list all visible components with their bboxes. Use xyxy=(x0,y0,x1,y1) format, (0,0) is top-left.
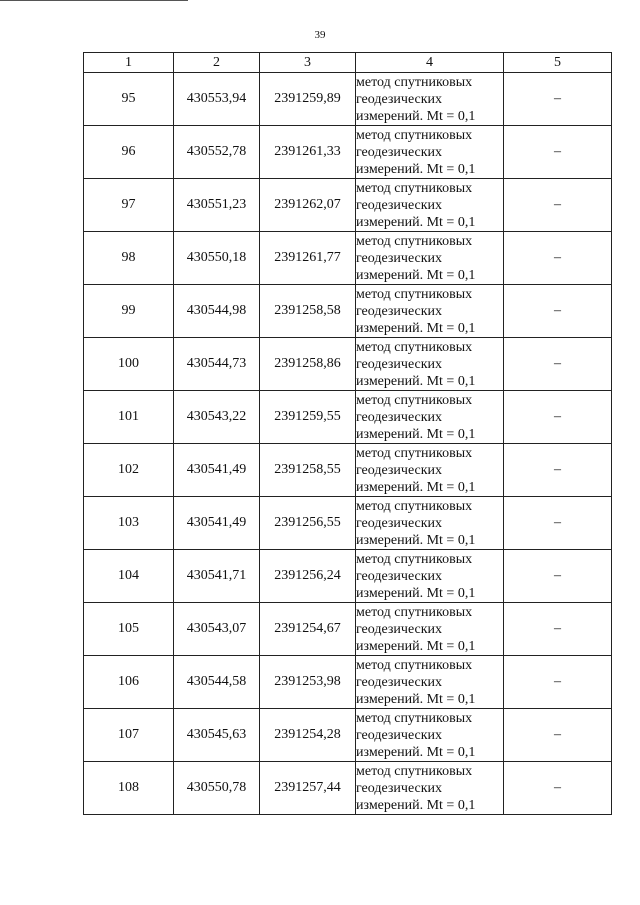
y-coordinate-cell: 2391258,86 xyxy=(260,338,356,391)
method-line: геодезических xyxy=(356,462,443,478)
note-cell: – xyxy=(504,391,612,444)
y-coordinate-cell: 2391256,55 xyxy=(260,497,356,550)
x-coordinate-cell: 430544,98 xyxy=(174,285,260,338)
y-coordinate-cell: 2391254,67 xyxy=(260,603,356,656)
method-line: метод спутниковых xyxy=(356,445,473,461)
note-cell: – xyxy=(504,73,612,126)
method-cell xyxy=(356,709,504,762)
method-line: геодезических xyxy=(356,250,443,266)
x-coordinate-cell: 430544,58 xyxy=(174,656,260,709)
table-row xyxy=(84,73,612,126)
note-cell: – xyxy=(504,497,612,550)
header-col-5: 5 xyxy=(504,53,612,73)
y-coordinate-cell: 2391257,44 xyxy=(260,762,356,815)
method-line: геодезических xyxy=(356,356,443,372)
x-coordinate-cell: 430543,22 xyxy=(174,391,260,444)
x-coordinate-cell: 430544,73 xyxy=(174,338,260,391)
method-line: измерений. Mt = 0,1 xyxy=(356,320,476,336)
method-cell xyxy=(356,179,504,232)
table-row xyxy=(84,762,612,815)
point-number-cell: 107 xyxy=(84,709,174,762)
point-number-cell: 97 xyxy=(84,179,174,232)
table-row xyxy=(84,232,612,285)
note-cell: – xyxy=(504,338,612,391)
table-row xyxy=(84,444,612,497)
note-cell: – xyxy=(504,232,612,285)
x-coordinate-cell: 430541,71 xyxy=(174,550,260,603)
point-number-cell: 108 xyxy=(84,762,174,815)
table-row xyxy=(84,603,612,656)
method-cell xyxy=(356,444,504,497)
method-cell xyxy=(356,656,504,709)
table-row xyxy=(84,709,612,762)
x-coordinate-cell: 430541,49 xyxy=(174,444,260,497)
method-line: геодезических xyxy=(356,621,443,637)
point-number-cell: 104 xyxy=(84,550,174,603)
method-line: измерений. Mt = 0,1 xyxy=(356,585,476,601)
method-cell xyxy=(356,232,504,285)
point-number-cell: 95 xyxy=(84,73,174,126)
method-line: метод спутниковых xyxy=(356,392,473,408)
y-coordinate-cell: 2391256,24 xyxy=(260,550,356,603)
note-cell: – xyxy=(504,550,612,603)
note-cell: – xyxy=(504,179,612,232)
method-line: измерений. Mt = 0,1 xyxy=(356,373,476,389)
method-line: измерений. Mt = 0,1 xyxy=(356,479,476,495)
page-number: 39 xyxy=(314,29,326,41)
point-number-cell: 106 xyxy=(84,656,174,709)
y-coordinate-cell: 2391254,28 xyxy=(260,709,356,762)
method-line: измерений. Mt = 0,1 xyxy=(356,267,476,283)
x-coordinate-cell: 430550,78 xyxy=(174,762,260,815)
method-line: измерений. Mt = 0,1 xyxy=(356,691,476,707)
table-row xyxy=(84,550,612,603)
method-line: измерений. Mt = 0,1 xyxy=(356,744,476,760)
method-line: измерений. Mt = 0,1 xyxy=(356,161,476,177)
table-row xyxy=(84,126,612,179)
note-cell: – xyxy=(504,285,612,338)
method-line: метод спутниковых xyxy=(356,339,473,355)
method-line: метод спутниковых xyxy=(356,710,473,726)
note-cell: – xyxy=(504,762,612,815)
method-cell xyxy=(356,338,504,391)
header-col-1: 1 xyxy=(84,53,174,73)
method-cell xyxy=(356,497,504,550)
point-number-cell: 102 xyxy=(84,444,174,497)
method-line: метод спутниковых xyxy=(356,551,473,567)
method-line: измерений. Mt = 0,1 xyxy=(356,108,476,124)
method-line: метод спутниковых xyxy=(356,233,473,249)
method-cell xyxy=(356,550,504,603)
method-line: геодезических xyxy=(356,197,443,213)
note-cell: – xyxy=(504,603,612,656)
method-line: геодезических xyxy=(356,144,443,160)
note-cell: – xyxy=(504,126,612,179)
method-line: метод спутниковых xyxy=(356,763,473,779)
method-line: измерений. Mt = 0,1 xyxy=(356,532,476,548)
method-cell xyxy=(356,126,504,179)
x-coordinate-cell: 430550,18 xyxy=(174,232,260,285)
y-coordinate-cell: 2391259,89 xyxy=(260,73,356,126)
x-coordinate-cell: 430545,63 xyxy=(174,709,260,762)
table-row xyxy=(84,497,612,550)
point-number-cell: 98 xyxy=(84,232,174,285)
point-number-cell: 100 xyxy=(84,338,174,391)
point-number-cell: 99 xyxy=(84,285,174,338)
note-cell: – xyxy=(504,709,612,762)
x-coordinate-cell: 430551,23 xyxy=(174,179,260,232)
point-number-cell: 105 xyxy=(84,603,174,656)
method-cell xyxy=(356,762,504,815)
table-row xyxy=(84,179,612,232)
y-coordinate-cell: 2391258,55 xyxy=(260,444,356,497)
method-line: метод спутниковых xyxy=(356,498,473,514)
y-coordinate-cell: 2391258,58 xyxy=(260,285,356,338)
method-line: метод спутниковых xyxy=(356,657,473,673)
table-row xyxy=(84,338,612,391)
method-line: метод спутниковых xyxy=(356,604,473,620)
header-col-2: 2 xyxy=(174,53,260,73)
y-coordinate-cell: 2391261,33 xyxy=(260,126,356,179)
method-line: геодезических xyxy=(356,780,443,796)
method-cell xyxy=(356,73,504,126)
y-coordinate-cell: 2391262,07 xyxy=(260,179,356,232)
top-rule xyxy=(0,0,188,1)
method-line: измерений. Mt = 0,1 xyxy=(356,214,476,230)
method-line: измерений. Mt = 0,1 xyxy=(356,638,476,654)
x-coordinate-cell: 430541,49 xyxy=(174,497,260,550)
point-number-cell: 103 xyxy=(84,497,174,550)
note-cell: – xyxy=(504,656,612,709)
x-coordinate-cell: 430552,78 xyxy=(174,126,260,179)
table-header-row xyxy=(84,53,612,73)
note-cell: – xyxy=(504,444,612,497)
method-line: геодезических xyxy=(356,674,443,690)
header-col-4: 4 xyxy=(356,53,504,73)
x-coordinate-cell: 430543,07 xyxy=(174,603,260,656)
point-number-cell: 101 xyxy=(84,391,174,444)
method-line: геодезических xyxy=(356,91,443,107)
method-line: метод спутниковых xyxy=(356,127,473,143)
method-line: измерений. Mt = 0,1 xyxy=(356,797,476,813)
method-line: геодезических xyxy=(356,515,443,531)
method-line: измерений. Mt = 0,1 xyxy=(356,426,476,442)
coordinates-table xyxy=(83,52,612,815)
header-col-3: 3 xyxy=(260,53,356,73)
x-coordinate-cell: 430553,94 xyxy=(174,73,260,126)
y-coordinate-cell: 2391261,77 xyxy=(260,232,356,285)
table-row xyxy=(84,285,612,338)
method-cell xyxy=(356,285,504,338)
method-line: геодезических xyxy=(356,303,443,319)
method-line: метод спутниковых xyxy=(356,74,473,90)
method-line: метод спутниковых xyxy=(356,286,473,302)
method-line: геодезических xyxy=(356,409,443,425)
method-line: геодезических xyxy=(356,568,443,584)
table-row xyxy=(84,391,612,444)
method-cell xyxy=(356,391,504,444)
y-coordinate-cell: 2391253,98 xyxy=(260,656,356,709)
method-line: метод спутниковых xyxy=(356,180,473,196)
point-number-cell: 96 xyxy=(84,126,174,179)
method-cell xyxy=(356,603,504,656)
method-line: геодезических xyxy=(356,727,443,743)
table-row xyxy=(84,656,612,709)
table-body xyxy=(84,73,612,815)
y-coordinate-cell: 2391259,55 xyxy=(260,391,356,444)
